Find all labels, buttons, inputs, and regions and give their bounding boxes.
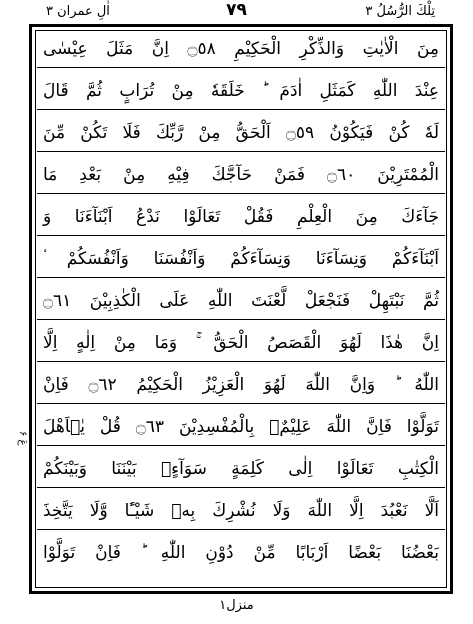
text-line: اَلَّا نَعْبُدَ اِلَّا اللّٰهَ وَلَا نُشْرِكَ بِهٖ شَيْـًٔا وَّلَا يَتَّخِذَ <box>37 494 445 530</box>
text-line: ثُمَّ نَبْتَهِلْ فَنَجْعَلْ لَّعْنَتَ اللّٰهِ عَلَى الْكٰذِبِيْنَ ۝٦١ <box>37 284 445 320</box>
verse-text-block <box>37 32 445 586</box>
surah-name-label: اٰلِ عمران ۳ <box>46 4 110 19</box>
text-line: لَهٗ كُنْ فَيَكُوْنُ ۝٥٩ اَلْحَقُّ مِنْ رَّبِّكَ فَلَا تَكُنْ مِّنَ <box>37 116 445 152</box>
text-line: عِنْدَ اللّٰهِ كَمَثَلِ اٰدَمَ ؕ خَلَقَهٗ مِنْ تُرَابٍ ثُمَّ قَالَ <box>37 74 445 110</box>
page-header <box>0 0 473 26</box>
text-line: تَوَلَّوْا فَاِنَّ اللّٰهَ عَلِيْمٌۢ بِالْمُفْسِدِيْنَ ۝٦٣ قُلْ يٰۤاَهْلَ <box>37 410 445 446</box>
text-line: اللّٰهُ ؕ وَاِنَّ اللّٰهَ لَهُوَ الْعَزِيْزُ الْحَكِيْمُ ۝٦٢ فَاِنْ <box>37 368 445 404</box>
text-line: اَبْنَآءَكُمْ وَنِسَآءَنَا وَنِسَآءَكُمْ وَاَنْفُسَنَا وَاَنْفُسَكُمْ ۟ <box>37 242 445 278</box>
juz-name-label: تِلْكَ الرُّسُلُ ۳ <box>365 4 435 19</box>
manzil-footer: منزل١ <box>219 598 254 613</box>
text-line: الْمُمْتَرِيْنَ ۝٦٠ فَمَنْ حَآجَّكَ فِيْهِ مِنْ بَعْدِ مَا <box>37 158 445 194</box>
page-number: ٧٩ <box>226 0 247 20</box>
text-line: الْكِتٰبِ تَعَالَوْا اِلٰى كَلِمَةٍ سَوَآءٍۢ بَيْنَنَا وَبَيْنَكُمْ <box>37 452 445 488</box>
text-line: اِنَّ هٰذَا لَهُوَ الْقَصَصُ الْحَقُّ ۚ وَمَا مِنْ اِلٰهٍ اِلَّا <box>37 326 445 362</box>
text-line: جَآءَكَ مِنَ الْعِلْمِ فَقُلْ تَعَالَوْا نَدْعُ اَبْنَآءَنَا وَ <box>37 200 445 236</box>
text-line: بَعْضُنَا بَعْضًا اَرْبَابًا مِّنْ دُوْنِ اللّٰهِ ؕ فَاِنْ تَوَلَّوْا <box>43 543 439 563</box>
text-line: مِنَ الْاٰيٰتِ وَالذِّكْرِ الْحَكِيْمِ ۝٥٨ اِنَّ مَثَلَ عِيْسٰى <box>37 32 445 68</box>
ruku-marker: عَ ۶ <box>17 430 28 446</box>
